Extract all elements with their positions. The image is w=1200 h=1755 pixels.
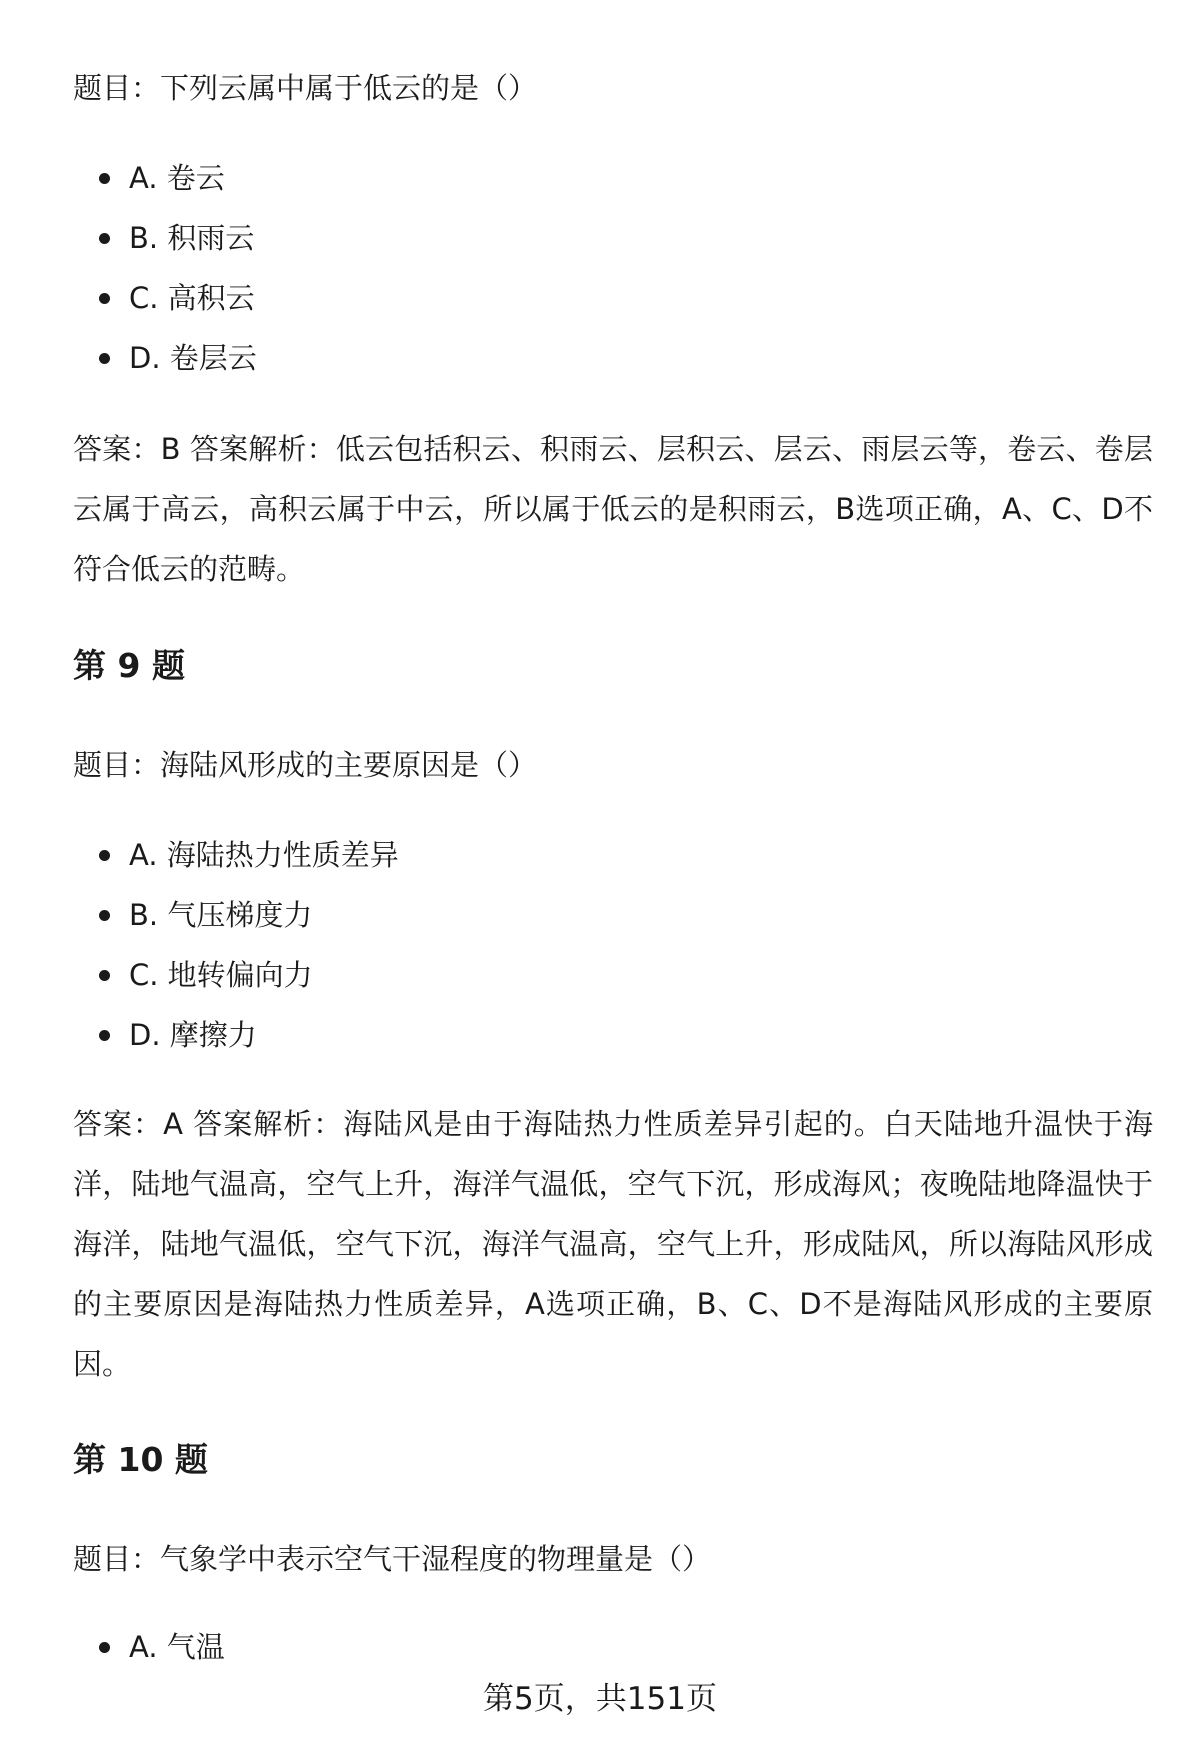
question-9-options [73,825,399,1065]
question-9-answer: 答案：A 答案解析：海陆风是由于海陆热力性质差异引起的。白天陆地升温快于海洋，陆地气温高，空气上升，海洋气温低，空气下沉，形成海风；夜晚陆地降温快于海洋，陆地气温低，空气下沉，海洋气温高，空气上升，形成陆风，所以海陆风形成的主要原因是海陆热力性质差异，A选项正确，B、C、D不是海陆风形成的主要原因。 [73,1107,1153,1381]
option-d: D. 卷层云 [73,328,257,388]
option-a: A. 海陆热力性质差异 [73,825,399,885]
question-8-text: 题目：下列云属中属于低云的是（） [73,71,538,105]
option-c: C. 高积云 [73,268,257,328]
option-a: A. 卷云 [73,148,257,208]
question-8-options [73,148,257,388]
question-9-text: 题目：海陆风形成的主要原因是（） [73,748,538,782]
question-9-heading: 第 9 题 [73,646,185,685]
question-10-heading: 第 10 题 [73,1440,208,1479]
option-b: B. 气压梯度力 [73,885,399,945]
page-number: 第5页，共151页 [483,1681,717,1717]
question-10-options [73,1617,225,1677]
question-10-text: 题目：气象学中表示空气干湿程度的物理量是（） [73,1542,712,1576]
option-d: D. 摩擦力 [73,1005,399,1065]
option-c: C. 地转偏向力 [73,945,399,1005]
option-b: B. 积雨云 [73,208,257,268]
question-8-answer: 答案：B 答案解析：低云包括积云、积雨云、层积云、层云、雨层云等，卷云、卷层云属于高云，高积云属于中云，所以属于低云的是积雨云，B选项正确，A、C、D不符合低云的范畴。 [73,432,1153,586]
option-a: A. 气温 [73,1617,225,1677]
